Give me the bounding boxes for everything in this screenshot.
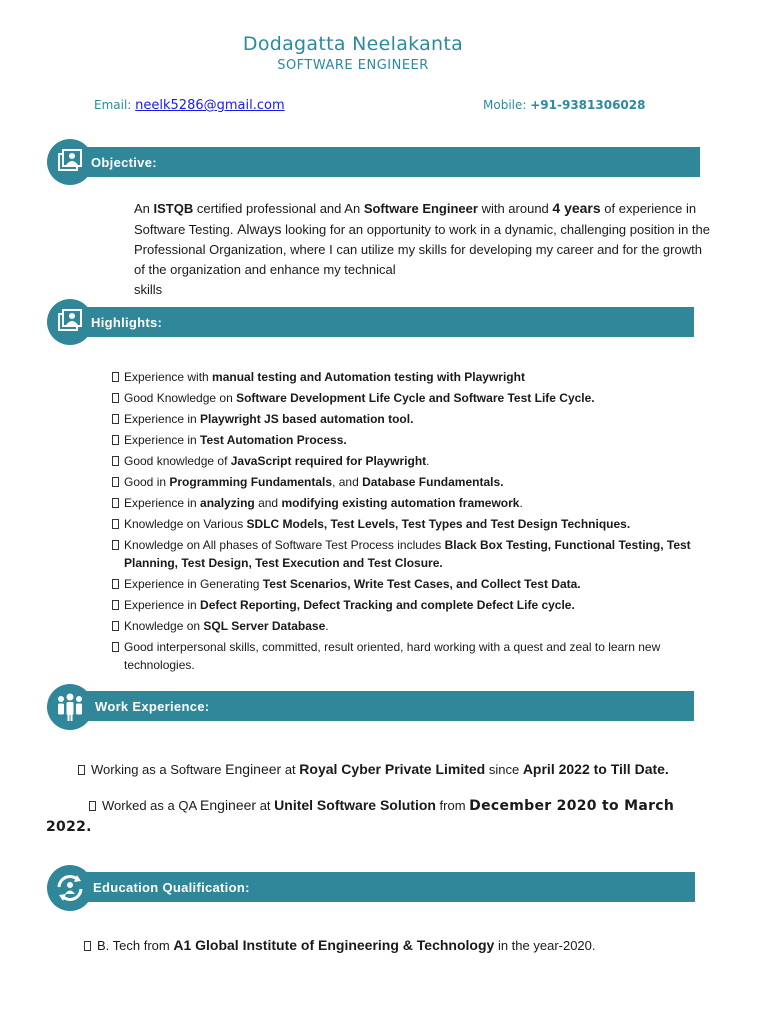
list-item: Knowledge on SQL Server Database. (112, 617, 712, 635)
highlights-list (112, 368, 712, 677)
id-card-icon (47, 299, 93, 345)
section-title-highlights: Highlights: (91, 315, 163, 330)
list-item: Experience in Defect Reporting, Defect Tracking and complete Defect Life cycle. (112, 596, 712, 614)
mobile-number: +91-9381306028 (530, 98, 646, 112)
section-title-objective: Objective: (91, 155, 157, 170)
email-link[interactable]: neelk5286@gmail.com (135, 98, 285, 113)
mobile-line (483, 98, 645, 112)
section-title-education: Education Qualification: (93, 880, 250, 895)
list-item: Experience with manual testing and Automation testing with Playwright (112, 368, 712, 386)
list-item: Good knowledge of JavaScript required for Playwright. (112, 452, 712, 470)
list-item: Knowledge on Various SDLC Models, Test Levels, Test Types and Test Design Techniques. (112, 515, 712, 533)
email-line (94, 98, 285, 113)
refresh-user-icon (47, 865, 93, 911)
list-item: Good Knowledge on Software Development Life Cycle and Software Test Life Cycle. (112, 389, 712, 407)
section-title-work: Work Experience: (95, 699, 210, 714)
education-item: B. Tech from A1 Global Institute of Engineering & Technology in the year-2020. (84, 937, 596, 953)
work-item: Worked as a QA Engineer at Unitel Software Solution from December 2020 to March (89, 797, 674, 814)
objective-badge (47, 139, 93, 185)
education-badge (47, 865, 93, 911)
mobile-label: Mobile: (483, 98, 531, 112)
id-card-icon (47, 139, 93, 185)
list-item: Knowledge on All phases of Software Test Process includes Black Box Testing, Functional Testing, Test Planning, Test Design, Test Execution and Test Closure. (112, 536, 712, 572)
list-item: Experience in Playwright JS based automation tool. (112, 410, 712, 428)
job-title: SOFTWARE ENGINEER (277, 58, 429, 73)
candidate-name: Dodagatta Neelakanta (242, 33, 464, 55)
list-item: Good interpersonal skills, committed, result oriented, hard working with a quest and zeal to learn new technologies. (112, 638, 712, 674)
team-icon (47, 684, 93, 730)
list-item: Good in Programming Fundamentals, and Database Fundamentals. (112, 473, 712, 491)
list-item: Experience in Generating Test Scenarios, Write Test Cases, and Collect Test Data. (112, 575, 712, 593)
highlights-badge (47, 299, 93, 345)
list-item: Experience in Test Automation Process. (112, 431, 712, 449)
email-label: Email: (94, 98, 136, 112)
work-item: Working as a Software Engineer at Royal Cyber Private Limited since April 2022 to Till Date. (78, 761, 669, 777)
highlights-band (78, 307, 694, 337)
objective-band (78, 147, 700, 177)
work-item-continued: 2022. (46, 819, 92, 835)
objective-text: An ISTQB certified professional and An Software Engineer with around 4 years of experience in Software Testing. Always looking for an opportunity to work in a dynamic, challenging position in the Professional Organization, where I can utilize my skills for developing my career and for the growth of the organization and enhance my technical skills (134, 200, 710, 297)
work-badge (47, 684, 93, 730)
list-item: Experience in analyzing and modifying existing automation framework. (112, 494, 712, 512)
